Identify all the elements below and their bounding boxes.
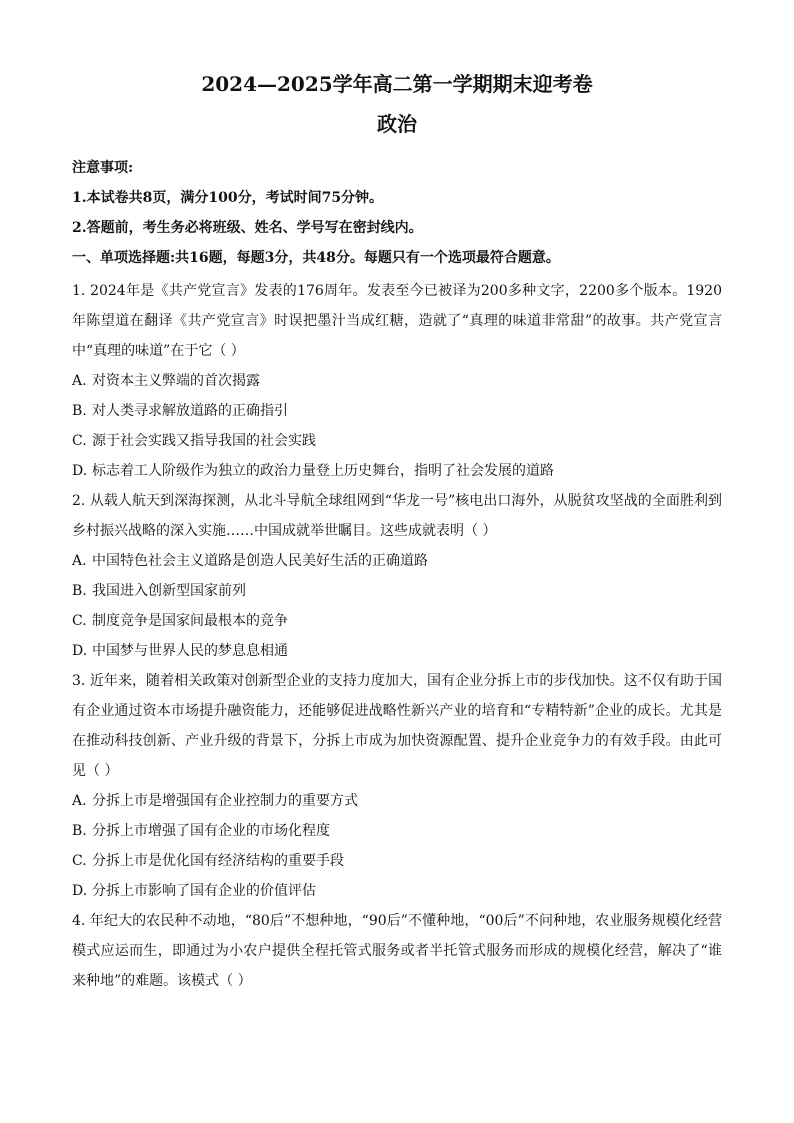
question-3 (72, 666, 722, 906)
section-heading: 一、单项选择题:共16题，每题3分，共48分。每题只有一个选项最符合题意。 (72, 250, 560, 266)
question-option (72, 366, 722, 396)
option-text: 中国梦与世界人民的梦息息相通 (92, 643, 288, 659)
question-2 (72, 486, 722, 666)
exam-title: 2024—2025学年高二第一学期期末迎考卷 (201, 72, 593, 96)
question-4 (72, 906, 722, 996)
option-text: 对资本主义弊端的首次揭露 (92, 373, 260, 389)
question-stem: 1. 2024年是《共产党宣言》发表的176周年。发表至今已被译为200多种文字，2200多个版本。1920年陈望道在翻译《共产党宣言》时误把墨汁当成红糖，造就了“真理的味道非常甜”的故事。共产党宣言中“真理的味道”在于它（ ） (72, 283, 722, 359)
note-item: 1.本试卷共8页，满分100分，考试时间75分钟。 (72, 190, 384, 206)
option-label: D. (72, 883, 88, 899)
option-label: C. (72, 613, 87, 629)
question-option (72, 576, 722, 606)
option-text: 对人类寻求解放道路的正确指引 (92, 403, 288, 419)
option-text: 源于社会实践又指导我国的社会实践 (92, 433, 316, 449)
question-stem: 2. 从载人航天到深海探测，从北斗导航全球组网到“华龙一号”核电出口海外，从脱贫攻坚战的全面胜利到乡村振兴战略的深入实施……中国成就举世瞩目。这些成就表明（ ） (72, 493, 722, 539)
option-text: 分拆上市是增强国有企业控制力的重要方式 (92, 793, 358, 809)
option-label: B. (72, 823, 87, 839)
option-text: 制度竞争是国家间最根本的竞争 (92, 613, 288, 629)
option-label: B. (72, 583, 87, 599)
question-option (72, 846, 722, 876)
option-text: 分拆上市影响了国有企业的价值评估 (92, 883, 316, 899)
question-option (72, 876, 722, 906)
option-text: 中国特色社会主义道路是创造人民美好生活的正确道路 (92, 553, 428, 569)
option-label: A. (72, 373, 87, 389)
question-option (72, 456, 722, 486)
question-option (72, 786, 722, 816)
question-option (72, 636, 722, 666)
question-1 (72, 276, 722, 486)
option-label: D. (72, 643, 88, 659)
note-item: 2.答题前，考生务必将班级、姓名、学号写在密封线内。 (72, 220, 423, 236)
option-text: 分拆上市增强了国有企业的市场化程度 (92, 823, 330, 839)
question-option (72, 396, 722, 426)
exam-subject: 政治 (377, 112, 417, 136)
notes-heading: 注意事项: (72, 160, 134, 176)
question-list (72, 276, 722, 996)
option-label: A. (72, 793, 87, 809)
question-option (72, 606, 722, 636)
option-text: 分拆上市是优化国有经济结构的重要手段 (92, 853, 344, 869)
option-text: 我国进入创新型国家前列 (92, 583, 246, 599)
notes-block (72, 158, 722, 268)
option-label: A. (72, 553, 87, 569)
question-stem: 4. 年纪大的农民种不动地，“80后”不想种地，“90后”不懂种地，“00后”不问种地，农业服务规模化经营模式应运而生，即通过为小农户提供全程托管式服务或者半托管式服务而形成的规模化经营，解决了“谁来种地”的难题。该模式（ ） (72, 913, 722, 989)
option-label: D. (72, 463, 88, 479)
question-option (72, 426, 722, 456)
option-label: C. (72, 433, 87, 449)
option-text: 标志着工人阶级作为独立的政治力量登上历史舞台，指明了社会发展的道路 (92, 463, 554, 479)
question-option (72, 816, 722, 846)
exam-page (72, 70, 722, 996)
question-option (72, 546, 722, 576)
option-label: C. (72, 853, 87, 869)
option-label: B. (72, 403, 87, 419)
question-stem: 3. 近年来，随着相关政策对创新型企业的支持力度加大，国有企业分拆上市的步伐加快。这不仅有助于国有企业通过资本市场提升融资能力，还能够促进战略性新兴产业的培育和“专精特新”企业的成长。尤其是在推动科技创新、产业升级的背景下，分拆上市成为加快资源配置、提升企业竞争力的有效手段。由此可见（ ） (72, 673, 722, 779)
